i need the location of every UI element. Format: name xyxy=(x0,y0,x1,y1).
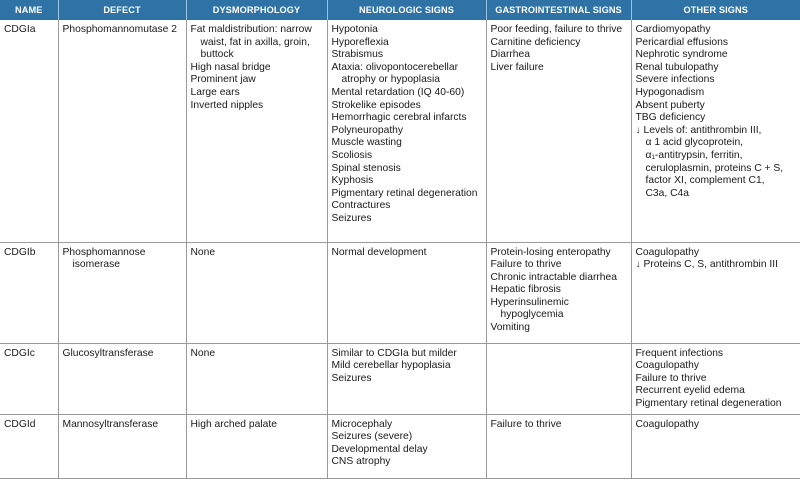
cell-line: CDGId xyxy=(4,418,36,430)
cell-line: Liver failure xyxy=(490,61,544,73)
cell-line: Poor feeding, failure to thrive xyxy=(490,24,623,35)
cell-line: C3a, C4a xyxy=(645,187,690,199)
cell-dysmorphology xyxy=(186,242,327,343)
cell-line: Scoliosis xyxy=(331,149,373,161)
cell-line: ceruloplasmin, proteins C + S, xyxy=(645,162,784,174)
cell-line: Ataxia: olivopontocerebellar xyxy=(331,61,458,73)
cell-line: Seizures (severe) xyxy=(331,431,413,443)
cell-line: ↓ Proteins C, S, antithrombin III xyxy=(635,259,778,271)
cell-line: Vomiting xyxy=(490,322,530,334)
cell-line: Severe infections xyxy=(635,74,715,86)
cell-neurologic xyxy=(327,343,486,414)
cell-name xyxy=(0,242,58,343)
cell-line: Absent puberty xyxy=(635,99,705,111)
cell-line: ↓ Levels of: antithrombin III, xyxy=(635,124,762,136)
cell-line: α₁-antitrypsin, ferritin, xyxy=(645,149,743,161)
table-row-cdgid xyxy=(0,414,800,478)
cell-line: Hypogonadism xyxy=(635,86,705,98)
cell-line: buttock xyxy=(200,49,234,61)
cell-line: Glucosyltransferase xyxy=(62,347,154,359)
cell-line: α 1 acid glycoprotein, xyxy=(645,137,744,149)
cell-line: Microcephaly xyxy=(331,418,393,430)
header-dysmorphology: DYSMORPHOLOGY xyxy=(186,0,327,20)
cell-line: CDGIa xyxy=(4,24,36,35)
cell-line: atrophy or hypoplasia xyxy=(341,74,440,86)
cell-dysmorphology xyxy=(186,414,327,478)
cell-line: Pigmentary retinal degeneration xyxy=(331,187,478,199)
cell-line: CDGIc xyxy=(4,347,35,359)
cell-name xyxy=(0,20,58,242)
cell-gastrointestinal xyxy=(486,242,631,343)
cell-line: Recurrent eyelid edema xyxy=(635,385,745,397)
table-row-cdgia xyxy=(0,20,800,242)
cell-defect xyxy=(58,20,186,242)
cell-gastrointestinal xyxy=(486,20,631,242)
cell-line: Hyperinsulinemic xyxy=(490,296,569,308)
cell-line: Kyphosis xyxy=(331,175,374,187)
cell-other xyxy=(631,20,800,242)
cell-neurologic xyxy=(327,414,486,478)
cell-line: Contractures xyxy=(331,200,391,212)
cell-dysmorphology xyxy=(186,20,327,242)
cell-line: Mild cerebellar hypoplasia xyxy=(331,360,451,372)
cell-line: None xyxy=(190,347,216,359)
cell-line: Muscle wasting xyxy=(331,137,402,149)
cell-dysmorphology xyxy=(186,343,327,414)
header-row xyxy=(0,0,800,20)
cell-line: High arched palate xyxy=(190,418,277,430)
cell-line: Seizures xyxy=(331,372,372,384)
header-name: NAME xyxy=(0,0,58,20)
cell-line: Pigmentary retinal degeneration xyxy=(635,397,782,409)
cell-line: Pericardial effusions xyxy=(635,36,729,48)
header-neurologic: NEUROLOGIC SIGNS xyxy=(327,0,486,20)
cell-line: Large ears xyxy=(190,86,240,98)
cell-line: Mannosyltransferase xyxy=(62,418,159,430)
cell-defect xyxy=(58,343,186,414)
cell-other xyxy=(631,343,800,414)
cell-line: Prominent jaw xyxy=(190,74,256,86)
cell-line: Coagulopathy xyxy=(635,418,700,430)
cell-line: Protein-losing enteropathy xyxy=(490,246,611,258)
cell-line: Phosphomannose xyxy=(62,246,146,258)
cell-line: Nephrotic syndrome xyxy=(635,49,728,61)
cell-line: Normal development xyxy=(331,246,427,258)
cell-line: Chronic intractable diarrhea xyxy=(490,271,617,283)
cell-line: isomerase xyxy=(72,259,120,271)
cell-line: Fat maldistribution: narrow xyxy=(190,24,312,35)
cell-line: waist, fat in axilla, groin, xyxy=(200,36,310,48)
header-other: OTHER SIGNS xyxy=(631,0,800,20)
cell-line: Hepatic fibrosis xyxy=(490,284,561,296)
cell-line: Diarrhea xyxy=(490,49,530,61)
cell-line: CDGIb xyxy=(4,246,36,258)
cell-line: Frequent infections xyxy=(635,347,724,359)
cell-gastrointestinal xyxy=(486,414,631,478)
cell-line: Strabismus xyxy=(331,49,383,61)
cell-line: Hyporeflexia xyxy=(331,36,389,48)
header-defect: DEFECT xyxy=(58,0,186,20)
cell-line: Seizures xyxy=(331,212,372,224)
cell-defect xyxy=(58,414,186,478)
cell-line: Coagulopathy xyxy=(635,246,700,258)
cell-defect xyxy=(58,242,186,343)
cell-name xyxy=(0,414,58,478)
cell-line: Mental retardation (IQ 40-60) xyxy=(331,86,465,98)
cell-line: High nasal bridge xyxy=(190,61,271,73)
cell-line: Spinal stenosis xyxy=(331,162,401,174)
cell-line: Cardiomyopathy xyxy=(635,24,711,35)
cell-gastrointestinal xyxy=(486,343,631,414)
cell-line: Similar to CDGIa but milder xyxy=(331,347,457,359)
cell-line: Failure to thrive xyxy=(635,372,707,384)
cell-line: TBG deficiency xyxy=(635,112,706,124)
cell-line: Inverted nipples xyxy=(190,99,264,111)
cell-line: factor XI, complement C1, xyxy=(645,175,765,187)
cell-other xyxy=(631,242,800,343)
cell-line: Renal tubulopathy xyxy=(635,61,719,73)
header-gastrointestinal: GASTROINTESTINAL SIGNS xyxy=(486,0,631,20)
cell-line: Hypotonia xyxy=(331,24,378,35)
cell-name xyxy=(0,343,58,414)
cell-neurologic xyxy=(327,20,486,242)
table-row-cdgib xyxy=(0,242,800,343)
cell-other xyxy=(631,414,800,478)
cell-line: Developmental delay xyxy=(331,443,428,455)
cell-line: Failure to thrive xyxy=(490,259,562,271)
cell-line: hypoglycemia xyxy=(500,309,564,321)
cell-neurologic xyxy=(327,242,486,343)
cell-line: Failure to thrive xyxy=(490,418,562,430)
cell-line: Hemorrhagic cerebral infarcts xyxy=(331,112,467,124)
cell-line: Coagulopathy xyxy=(635,360,700,372)
cell-line: Phosphomannomutase 2 xyxy=(62,24,177,35)
table-row-cdgic xyxy=(0,343,800,414)
cell-line: Carnitine deficiency xyxy=(490,36,581,48)
cell-line: CNS atrophy xyxy=(331,456,391,468)
cell-line: Polyneuropathy xyxy=(331,124,404,136)
cell-line: None xyxy=(190,246,216,258)
cell-line: Strokelike episodes xyxy=(331,99,421,111)
